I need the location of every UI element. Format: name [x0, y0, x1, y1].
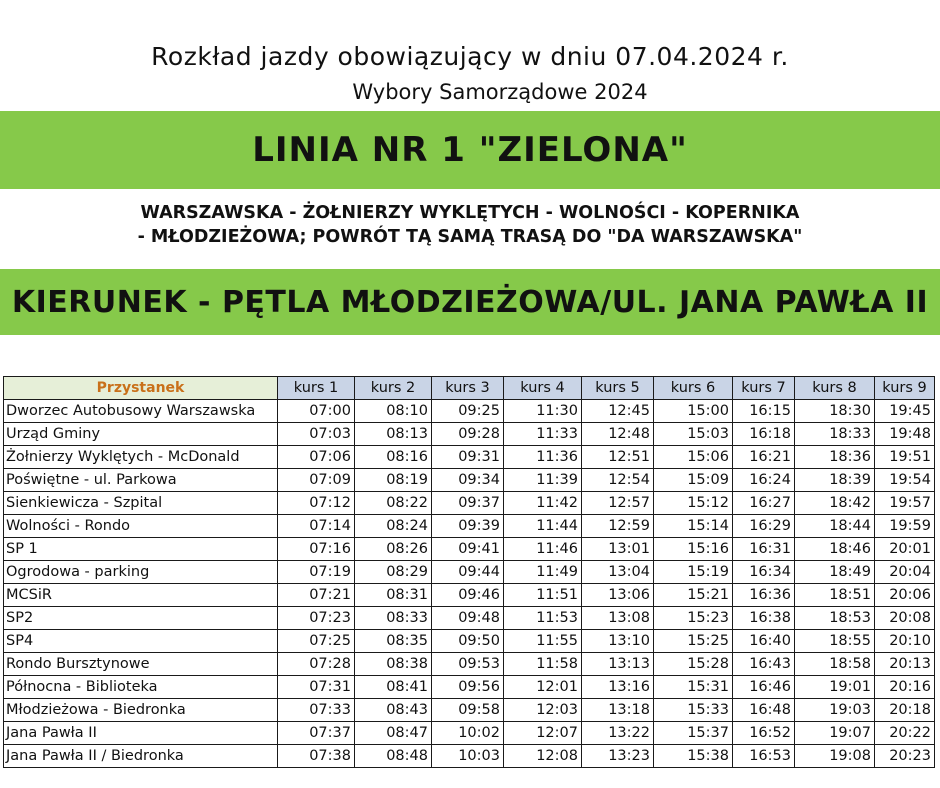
departure-time-cell: 07:31: [278, 676, 355, 699]
table-row: [4, 722, 935, 745]
departure-time-cell: 13:23: [582, 745, 654, 768]
departure-time-cell: 18:36: [795, 446, 875, 469]
table-row: [4, 469, 935, 492]
departure-time-cell: 20:22: [875, 722, 935, 745]
departure-time-cell: 08:33: [355, 607, 432, 630]
departure-time-cell: 20:13: [875, 653, 935, 676]
stop-name-cell: Sienkiewicza - Szpital: [4, 492, 278, 515]
table-row: [4, 676, 935, 699]
departure-time-cell: 16:48: [733, 699, 795, 722]
stop-name-cell: Północna - Biblioteka: [4, 676, 278, 699]
departure-time-cell: 11:55: [504, 630, 582, 653]
departure-time-cell: 18:51: [795, 584, 875, 607]
departure-time-cell: 15:38: [654, 745, 733, 768]
departure-time-cell: 19:51: [875, 446, 935, 469]
departure-time-cell: 20:16: [875, 676, 935, 699]
departure-time-cell: 12:45: [582, 400, 654, 423]
column-header-kurs-5: kurs 5: [582, 377, 654, 400]
departure-time-cell: 15:25: [654, 630, 733, 653]
departure-time-cell: 12:57: [582, 492, 654, 515]
departure-time-cell: 16:15: [733, 400, 795, 423]
departure-time-cell: 07:12: [278, 492, 355, 515]
departure-time-cell: 12:03: [504, 699, 582, 722]
departure-time-cell: 18:53: [795, 607, 875, 630]
departure-time-cell: 16:21: [733, 446, 795, 469]
departure-time-cell: 09:44: [432, 561, 504, 584]
column-header-kurs-2: kurs 2: [355, 377, 432, 400]
departure-time-cell: 09:25: [432, 400, 504, 423]
table-row: [4, 423, 935, 446]
departure-time-cell: 16:53: [733, 745, 795, 768]
departure-time-cell: 09:37: [432, 492, 504, 515]
departure-time-cell: 15:19: [654, 561, 733, 584]
departure-time-cell: 16:40: [733, 630, 795, 653]
departure-time-cell: 18:42: [795, 492, 875, 515]
departure-time-cell: 08:29: [355, 561, 432, 584]
departure-time-cell: 11:51: [504, 584, 582, 607]
departure-time-cell: 15:09: [654, 469, 733, 492]
departure-time-cell: 16:18: [733, 423, 795, 446]
table-row: [4, 745, 935, 768]
departure-time-cell: 12:01: [504, 676, 582, 699]
departure-time-cell: 08:13: [355, 423, 432, 446]
stop-name-cell: Jana Pawła II: [4, 722, 278, 745]
line-title-band: [0, 111, 940, 189]
departure-time-cell: 07:33: [278, 699, 355, 722]
stop-name-cell: Urząd Gminy: [4, 423, 278, 446]
schedule-date-title: Rozkład jazdy obowiązujący w dniu 07.04.2024 r.: [151, 42, 789, 71]
departure-time-cell: 13:22: [582, 722, 654, 745]
departure-time-cell: 15:14: [654, 515, 733, 538]
schedule-subtitle: Wybory Samorządowe 2024: [352, 80, 648, 104]
departure-time-cell: 08:35: [355, 630, 432, 653]
timetable: [3, 376, 935, 768]
table-row: [4, 561, 935, 584]
departure-time-cell: 18:58: [795, 653, 875, 676]
departure-time-cell: 15:23: [654, 607, 733, 630]
table-row: [4, 538, 935, 561]
departure-time-cell: 08:43: [355, 699, 432, 722]
departure-time-cell: 13:13: [582, 653, 654, 676]
departure-time-cell: 19:48: [875, 423, 935, 446]
departure-time-cell: 15:03: [654, 423, 733, 446]
departure-time-cell: 09:48: [432, 607, 504, 630]
departure-time-cell: 09:41: [432, 538, 504, 561]
column-header-stop: Przystanek: [4, 377, 278, 400]
table-row: [4, 515, 935, 538]
route-line-1: WARSZAWSKA - ŻOŁNIERZY WYKLĘTYCH - WOLNOŚCI - KOPERNIKA: [140, 203, 800, 223]
departure-time-cell: 15:06: [654, 446, 733, 469]
departure-time-cell: 07:28: [278, 653, 355, 676]
departure-time-cell: 13:16: [582, 676, 654, 699]
departure-time-cell: 16:43: [733, 653, 795, 676]
stop-name-cell: SP2: [4, 607, 278, 630]
departure-time-cell: 15:12: [654, 492, 733, 515]
departure-time-cell: 19:08: [795, 745, 875, 768]
departure-time-cell: 13:08: [582, 607, 654, 630]
direction-title: KIERUNEK - PĘTLA MŁODZIEŻOWA/UL. JANA PAWŁA II: [11, 284, 929, 320]
table-row: [4, 400, 935, 423]
departure-time-cell: 12:51: [582, 446, 654, 469]
departure-time-cell: 08:38: [355, 653, 432, 676]
departure-time-cell: 16:29: [733, 515, 795, 538]
departure-time-cell: 08:31: [355, 584, 432, 607]
departure-time-cell: 19:03: [795, 699, 875, 722]
departure-time-cell: 12:08: [504, 745, 582, 768]
departure-time-cell: 19:01: [795, 676, 875, 699]
departure-time-cell: 18:44: [795, 515, 875, 538]
departure-time-cell: 09:53: [432, 653, 504, 676]
departure-time-cell: 07:37: [278, 722, 355, 745]
departure-time-cell: 07:03: [278, 423, 355, 446]
table-row: [4, 446, 935, 469]
departure-time-cell: 18:46: [795, 538, 875, 561]
departure-time-cell: 11:36: [504, 446, 582, 469]
departure-time-cell: 07:00: [278, 400, 355, 423]
departure-time-cell: 19:54: [875, 469, 935, 492]
stop-name-cell: Rondo Bursztynowe: [4, 653, 278, 676]
departure-time-cell: 09:34: [432, 469, 504, 492]
departure-time-cell: 16:31: [733, 538, 795, 561]
departure-time-cell: 11:49: [504, 561, 582, 584]
stop-name-cell: Dworzec Autobusowy Warszawska: [4, 400, 278, 423]
stop-name-cell: Żołnierzy Wyklętych - McDonald: [4, 446, 278, 469]
departure-time-cell: 12:54: [582, 469, 654, 492]
departure-time-cell: 15:33: [654, 699, 733, 722]
stop-name-cell: Jana Pawła II / Biedronka: [4, 745, 278, 768]
table-row: [4, 653, 935, 676]
departure-time-cell: 18:30: [795, 400, 875, 423]
departure-time-cell: 11:46: [504, 538, 582, 561]
stop-name-cell: Wolności - Rondo: [4, 515, 278, 538]
departure-time-cell: 13:01: [582, 538, 654, 561]
departure-time-cell: 18:33: [795, 423, 875, 446]
departure-time-cell: 15:00: [654, 400, 733, 423]
departure-time-cell: 07:23: [278, 607, 355, 630]
departure-time-cell: 20:06: [875, 584, 935, 607]
departure-time-cell: 18:55: [795, 630, 875, 653]
direction-band: [0, 269, 940, 335]
table-row: [4, 630, 935, 653]
departure-time-cell: 09:46: [432, 584, 504, 607]
departure-time-cell: 20:10: [875, 630, 935, 653]
departure-time-cell: 13:18: [582, 699, 654, 722]
departure-time-cell: 12:48: [582, 423, 654, 446]
departure-time-cell: 10:02: [432, 722, 504, 745]
departure-time-cell: 13:04: [582, 561, 654, 584]
departure-time-cell: 16:27: [733, 492, 795, 515]
column-header-kurs-6: kurs 6: [654, 377, 733, 400]
timetable-body: [4, 400, 935, 768]
departure-time-cell: 12:59: [582, 515, 654, 538]
departure-time-cell: 07:38: [278, 745, 355, 768]
departure-time-cell: 19:59: [875, 515, 935, 538]
column-header-kurs-3: kurs 3: [432, 377, 504, 400]
departure-time-cell: 11:39: [504, 469, 582, 492]
departure-time-cell: 07:14: [278, 515, 355, 538]
departure-time-cell: 16:46: [733, 676, 795, 699]
departure-time-cell: 08:10: [355, 400, 432, 423]
departure-time-cell: 11:30: [504, 400, 582, 423]
route-description: [0, 201, 940, 249]
departure-time-cell: 11:44: [504, 515, 582, 538]
departure-time-cell: 18:39: [795, 469, 875, 492]
departure-time-cell: 19:07: [795, 722, 875, 745]
table-row: [4, 584, 935, 607]
departure-time-cell: 18:49: [795, 561, 875, 584]
column-header-kurs-8: kurs 8: [795, 377, 875, 400]
departure-time-cell: 16:24: [733, 469, 795, 492]
stop-name-cell: SP4: [4, 630, 278, 653]
departure-time-cell: 15:37: [654, 722, 733, 745]
departure-time-cell: 08:41: [355, 676, 432, 699]
departure-time-cell: 08:24: [355, 515, 432, 538]
departure-time-cell: 09:31: [432, 446, 504, 469]
departure-time-cell: 11:53: [504, 607, 582, 630]
departure-time-cell: 08:16: [355, 446, 432, 469]
departure-time-cell: 20:01: [875, 538, 935, 561]
line-title: LINIA NR 1 "ZIELONA": [252, 130, 688, 170]
column-header-kurs-7: kurs 7: [733, 377, 795, 400]
departure-time-cell: 09:56: [432, 676, 504, 699]
departure-time-cell: 20:04: [875, 561, 935, 584]
table-row: [4, 699, 935, 722]
table-row: [4, 607, 935, 630]
timetable-header-row: [4, 377, 935, 400]
departure-time-cell: 11:58: [504, 653, 582, 676]
departure-time-cell: 09:39: [432, 515, 504, 538]
departure-time-cell: 19:57: [875, 492, 935, 515]
departure-time-cell: 16:52: [733, 722, 795, 745]
departure-time-cell: 16:36: [733, 584, 795, 607]
departure-time-cell: 07:19: [278, 561, 355, 584]
departure-time-cell: 15:28: [654, 653, 733, 676]
departure-time-cell: 13:10: [582, 630, 654, 653]
departure-time-cell: 09:28: [432, 423, 504, 446]
column-header-kurs-4: kurs 4: [504, 377, 582, 400]
stop-name-cell: MCSiR: [4, 584, 278, 607]
departure-time-cell: 08:47: [355, 722, 432, 745]
departure-time-cell: 09:58: [432, 699, 504, 722]
departure-time-cell: 13:06: [582, 584, 654, 607]
departure-time-cell: 07:16: [278, 538, 355, 561]
stop-name-cell: Ogrodowa - parking: [4, 561, 278, 584]
departure-time-cell: 07:06: [278, 446, 355, 469]
departure-time-cell: 11:33: [504, 423, 582, 446]
departure-time-cell: 16:34: [733, 561, 795, 584]
departure-time-cell: 08:22: [355, 492, 432, 515]
departure-time-cell: 19:45: [875, 400, 935, 423]
stop-name-cell: Młodzieżowa - Biedronka: [4, 699, 278, 722]
departure-time-cell: 08:48: [355, 745, 432, 768]
departure-time-cell: 07:25: [278, 630, 355, 653]
table-row: [4, 492, 935, 515]
stop-name-cell: SP 1: [4, 538, 278, 561]
departure-time-cell: 07:09: [278, 469, 355, 492]
departure-time-cell: 20:23: [875, 745, 935, 768]
column-header-kurs-1: kurs 1: [278, 377, 355, 400]
departure-time-cell: 12:07: [504, 722, 582, 745]
departure-time-cell: 15:31: [654, 676, 733, 699]
departure-time-cell: 16:38: [733, 607, 795, 630]
stop-name-cell: Poświętne - ul. Parkowa: [4, 469, 278, 492]
departure-time-cell: 10:03: [432, 745, 504, 768]
departure-time-cell: 15:16: [654, 538, 733, 561]
departure-time-cell: 20:18: [875, 699, 935, 722]
departure-time-cell: 15:21: [654, 584, 733, 607]
departure-time-cell: 09:50: [432, 630, 504, 653]
departure-time-cell: 07:21: [278, 584, 355, 607]
departure-time-cell: 08:19: [355, 469, 432, 492]
route-line-2: - MŁODZIEŻOWA; POWRÓT TĄ SAMĄ TRASĄ DO "DA WARSZAWSKA": [137, 227, 803, 247]
departure-time-cell: 08:26: [355, 538, 432, 561]
departure-time-cell: 20:08: [875, 607, 935, 630]
column-header-kurs-9: kurs 9: [875, 377, 935, 400]
departure-time-cell: 11:42: [504, 492, 582, 515]
